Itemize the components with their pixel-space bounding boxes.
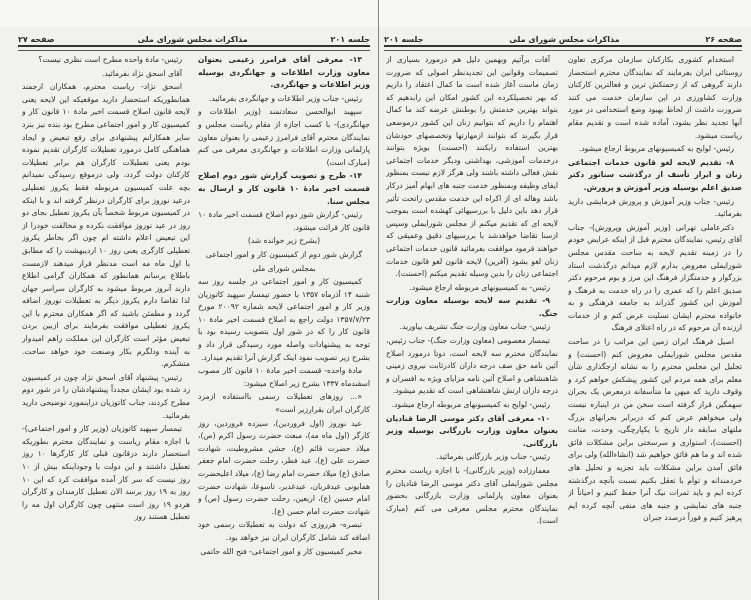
session-number: جلسه ۲۰۱: [330, 35, 370, 44]
text-column-right-page-inner: [386, 54, 558, 594]
paragraph: بمجلس شورای ملی: [252, 263, 316, 273]
section-heading: ۱۴- طرح و تصویب گزارش شور دوم اصلاح قسمت اخیر مادهٔ ۱۰ قانون کار و ارسال به مجلس سنا.: [198, 171, 370, 206]
text-column-right-page-outer: [568, 54, 742, 594]
paragraph: استخدام کشوری بکارکنان سازمان مرکزی تعاون روستائی ایران بفرمایند که نمایندگان محترم استحضار دارند گروهی که از زحمتکش ترین و فعالترین کارکنان وزارت کشاورزی در این سازمان خدمت می کنند ضرورت داشت از لحاظ بهبود وضع استخدامی در مورد آنها تجدید نظر بشود، آماده شده است و تقدیم مقام ریاست میشود.: [568, 55, 742, 140]
paragraph: کمیسیون کار و امور اجتماعی در جلسه روز سه شنبه ۱۴ آذرماه ۱۳۵۷ با حضور تیمسار سپهبد کاتوزیان وزیر کار و امور اجتماعی لایحه شماره ۲۰۰۹۲ مورخ ۱۳۵۷/۷/۲۳ دولت راجع به اصلاح قسمت اخیر مادهٔ ۱۰ قانون کار را که در شور اول بتصویب رسیده بود با توجه به پیشنهادات واصله مورد رسیدگی قرار داد و بشرح زیر تصویب نمود اینک گزارش آنرا تقدیم میدارد.: [198, 277, 370, 362]
page-number: صفحه ۲۶: [705, 35, 742, 44]
running-title: مذاکرات مجلس شورای ملی: [509, 35, 620, 44]
paragraph: تبصره- هرروزی که دولت به تعطیلات رسمی خود اضافه کند شامل کارگران ایران نیز خواهد بود.: [198, 520, 370, 542]
paragraph: (بشرح زیر خوانده شد): [247, 236, 321, 246]
paragraph: مخبر کمیسیون کار و امور اجتماعی- فتح الله حاتمی: [200, 546, 362, 556]
paragraph: اسحق نژاد- ریاست محترم، همکاران ارجمند همانطوریکه استحضار دارید موقعیکه این لایحه یعنی لایحه قانون اصلاح قسمت اخیر مادهٔ ۱۰ قانون کار و کمیسیون کار و امور اجتماعی مطرح بود بنده نیز بنزد سایر همکارانم پیشنهادی برای رفع تبعیض و ایجاد هماهنگی کامل درمورد تعطیلات کارگران تقدیم نموده بودم یعنی تعطیلات کارگران هم برابر تعطیلات کارکنان دولت گردد، ولی درموقع رسیدگی نمیدانم بچه علت کمیسیون مربوطه فقط یکروز تعطیلی درعید نوروز برای کارگران درنظر گرفته اند و با اینکه در کمیسیون مربوط شخصاً بآن یکروز تعطیل بجای دو روز در عید نوروز موافقت نکرده و مخالفت خودرا از این تبعیض اعلام داشته ام چون اگر بخاطر یکروز تعطیلی کارگری یعنی روز ۱۰ اردیبهشت را که مطابق با اول ماه مه است مدنظر قرار میدهند لازمست باطلاع برسانم همانطور که همکاران گرامی اطلاع دارند آنروز مربوط میشود به کارگران سراسر جهان لذا تقاضا دارم یکروز دیگر به تعطیلات نوروز اضافه گردد و مطمئن باشید که اگر همکاران محترم با این یکروز تعطیلی موافقت بفرمایند برای ازبین بردن تبعیض مؤثر است کارگران این مملکت راهم امیدوار به آینده ودلگرم بکار وصنعت خود خواهد ساخت. متشکرم.: [22, 82, 190, 369]
paragraph: رئیس- لوایح به کمیسیونهای مربوط ارجاع میشود.: [578, 144, 734, 154]
text-column-left-page-outer: [22, 54, 190, 594]
scan-margin: [0, 0, 751, 26]
paragraph: تیمسار معصومی (معاون وزارت جنگ)- جناب رئیس، نمایندگان محترم سه لایحه است، دوتا درمورد اصلاح آئین نامه حق صف درجه داران کادرثابت نیروی زمینی شاهنشاهی و اصلاح آئین نامه مزایای ویژه به افسران و درجه داران ارتش شاهنشاهی است که تقدیم میشود.: [386, 336, 558, 396]
page-number: صفحه ۲۷: [18, 35, 55, 44]
paragraph: دکترعاملی تهرانی (وزیر آموزش وپرورش)- جناب آقای رئیس، نمایندگان محترم قبل از اینکه عرایض خودم را در زمینه تقدیم لایحه به ساحت مقدس مجلس شورایملی معروض بدارم لازم میدانم درگذشت استاد بزرگوار و خدمتگزار فرهنگ این مرز و بوم مرحوم دکتر صدیق اعلم را که عمری را در راه خدمت به فرهنگ و آموزش این کشور گذراند به جامعه فرهنگی و به خانواده محترم ایشان تسلیت عرض کنم و از خدمات ارزنده آن مرحوم که در راه اعتلای فرهنگ: [568, 222, 742, 333]
section-heading: ۱۰- معرفی آقای دکتر موسی الرضا قنادیان بعنوان معاون وزارت بازرگانی بوسیله وزیر بازرگانی.: [386, 413, 558, 448]
paragraph: تیمسار سپهبد کاتوزیان (وزیر کار و امور اجتماعی)- با اجازه مقام ریاست و نمایندگان محترم بطوریکه استحضار دارند درقانون قبلی کار کارگرها ۱۰ روز تعطیل داشتند و این دولت با وجوداینکه بیش از ۱۰ روز نیست که سر کار آمده موافقت کرد که این ۱۰ روز به ۱۹ روز برسد الان تعطیل کارمندان و کارگران هردو ۱۹ روز است منتهی چون کارگران اول مه را تعطیل هستند روز: [22, 424, 190, 522]
paragraph: گزارش شور دوم از کمیسیون کار و امور اجتماعی: [205, 249, 363, 259]
paragraph: رئیس- لوایح به کمیسیونهای مربوطه ارجاع میشود.: [391, 400, 550, 410]
section-heading: ۹- تقدیم سه لایحه بوسیله معاون وزارت جنگ.: [386, 296, 558, 318]
text-column-left-page-inner: [198, 54, 370, 594]
paragraph: «... روزهای تعطیلات رسمی بااستفاده ازمزد کارگران ایران بقرارزیر است»: [198, 392, 370, 415]
left-page-header: [18, 30, 370, 44]
header-rule: [384, 45, 742, 51]
session-number: جلسه ۲۰۱: [384, 35, 424, 44]
paragraph: رئیس- گزارش شور دوم اصلاح قسمت اخیر مادهٔ ۱۰ قانون کار قرائت میشود.: [198, 210, 370, 232]
paragraph: آفات برآئیم وبهمین دلیل هم درمورد بسیاری از تصمیمات وقوانین این تجدیدنظر اصولی که ضرورت زمان ماست آغاز شده است ما کمال اعتقاد را داریم که بهر تحصیلکرده این کشور امکان این رابدهیم که بتواند بهترین خدمتش را بوطنش عرضه کند ما کمال اهتمام را داریم که بتوانیم زنان این کشور درموضعی قرار بگیرند که بتوانند ازمهارتها وتخصصهای خودشان بهترین استفاده رابکنند (احسنت) بویژه بتوانند درخدمات آموزشی، بهداشتی ودیگر خدمات اجتماعی نقش فعالی داشته باشند ولی هرگز لازم نیست بمنظور ایفای وظیفه وبمنظور خدمت جنبه های ابهام آمیز درکار باشد وهاله ای از اکراه این خدمت مقدس راتحت تأثیر قرار دهد باین دلیل با بررسیهائی کهشده است بموجب لایحه ای که تقدیم میکنم از مجلس شورایملی وسپس ازسنا تقاضا خواهدشد با بررسیهای دقیق وعمیقی که خواهند فرمود موافقت بفرمائید قانون خدمات اجتماعی زنان لغو بشود (آفرین) لایحه قانون لغو قانون خدمات اجتماعی زنان را بدین وسیله تقدیم میکنم (احسنت).: [386, 55, 558, 279]
right-page-header: [384, 30, 742, 44]
paragraph: مادهٔ واحده- قسمت اخیر مادهٔ ۱۰ قانون کار مصوب اسفندماه ۱۳۳۷ بشرح زیر اصلاح میشود:: [198, 366, 370, 388]
paragraph: رئیس- پیشنهاد آقای اسحق نژاد چون در کمیسیون رد شده بود ایشان مجدداً پیشنهادشان را در شور دوم مطرح کردند، جناب کاتوزیان دراینمورد توضیحی دارید بفرمائید.: [22, 372, 190, 420]
paragraph: رئیس- جناب وزیر اطلاعات و جهانگردی بفرمائید.: [208, 93, 362, 103]
header-rule: [18, 45, 370, 51]
paragraph: سپهبد ابوالحسن سعادتمند (وزیر اطلاعات و جهانگردی)- با کسب اجازه از مقام ریاست مجلس و نمایندگان محترم آقای فرامرز زعیمی را بعنوان معاون پارلمانی وزارت اطلاعات و جهانگردی معرفی می کنم (مبارک است): [198, 107, 370, 167]
paragraph: آقای اسحق نژاد بفرمائید.: [101, 68, 182, 78]
paragraph: معمارزاده (وزیر بازرگانی)- با اجازه ریاست محترم مجلس شورایملی آقای دکتر موسی الرضا قنادیان را بعنوان معاون پارلمانی وزارت بازرگانی بحضور نمایندگان محترم مجلس معرفی می کنم (مبارک است).: [386, 466, 558, 526]
paragraph: رئیس- مادهٔ واحده مطرح است نظری نیست؟: [38, 55, 182, 64]
paragraph: اصیل فرهنگ ایران زمین این مراتب را در ساحت مقدس مجلس شورایملی معروض کنم (احسنت) و تجلیل این مجلس محترم را به نشانه ارجگذاری شأن معلم برای همه مردم این کشور پیشکش خواهم کرد و وقوف دارید که میهن ما متأسفانه درمعرض یک بحران سهمگین قرار گرفته است سخن من در اینباره نیست ولی میخواهم عرض کنم که دربرابر بحرانهای بزرگ ملتهای سابقه دار تاریخ با یکپارچگی، وحدت، متانت (احسنت)، استواری و سرسختی براین مشکلات فائق شده اند و ما هم فائق خواهیم شد (انشاءالله) ولی برای فائق آمدن براین مشکلات باید تجزیه و تحلیل های خردمندانه و توأم با تعقل بکنیم نسبت بآنچه درگذشته کرده ایم و باید ثمرات نیک آنرا حفظ کنیم و احیاناً از جنبه های نمایشی و جنبه های منفی آنچه کرده ایم پرهیز کنیم و فوراً درصدد جبران: [568, 337, 742, 523]
paragraph: رئیس- جناب معاون وزارت جنگ تشریف بیاورید.: [399, 322, 550, 332]
paragraph: عید نوروز (اول فروردین)، سیزده فروردین، روز کارگر (اول ماه مه)، مبعث حضرت رسول اکرم (ص)، میلاد حضرت قائم (ع)، جشن مشروطیت، شهادت حضرت علی (ع)، عید فطر، رحلت حضرت امام جعفر صادق (ع) میلاد حضرت امام رضا (ع)، میلاد اعلیحضرت همایونی عیدقربان، عیدغدیر، تاسوعا، شهادت حضرت امام حسین (ع)، اربعین، رحلت حضرت رسول (ص) و شهادت حضرت امام حسن (ع).: [198, 418, 370, 516]
paragraph: رئیس- جناب وزیر آموزش و پرورش فرمایشی دارید بفرمائید.: [568, 196, 742, 219]
page-spine-divider: [378, 0, 379, 600]
running-title: مذاکرات مجلس شورای ملی: [137, 35, 248, 44]
section-heading: ۱۳- معرفی آقای فرامرز زعیمی بعنوان معاون وزارت اطلاعات و جهانگردی بوسیله وزیر اطلاعات و جهانگردی.: [198, 55, 370, 90]
paragraph: رئیس- جناب وزیر بازرگانی بفرمائید.: [436, 452, 550, 462]
paragraph: رئیس- به کمیسیونهای مربوطه ارجاع میشود.: [409, 282, 550, 292]
section-heading: ۸- تقدیم لایحه لغو قانون خدمات اجتماعی زنان و ابراز تأسف از درگذشت سناتور دکتر صدیق اعلم بوسیله وزیر آموزش و پرورش.: [568, 157, 742, 192]
